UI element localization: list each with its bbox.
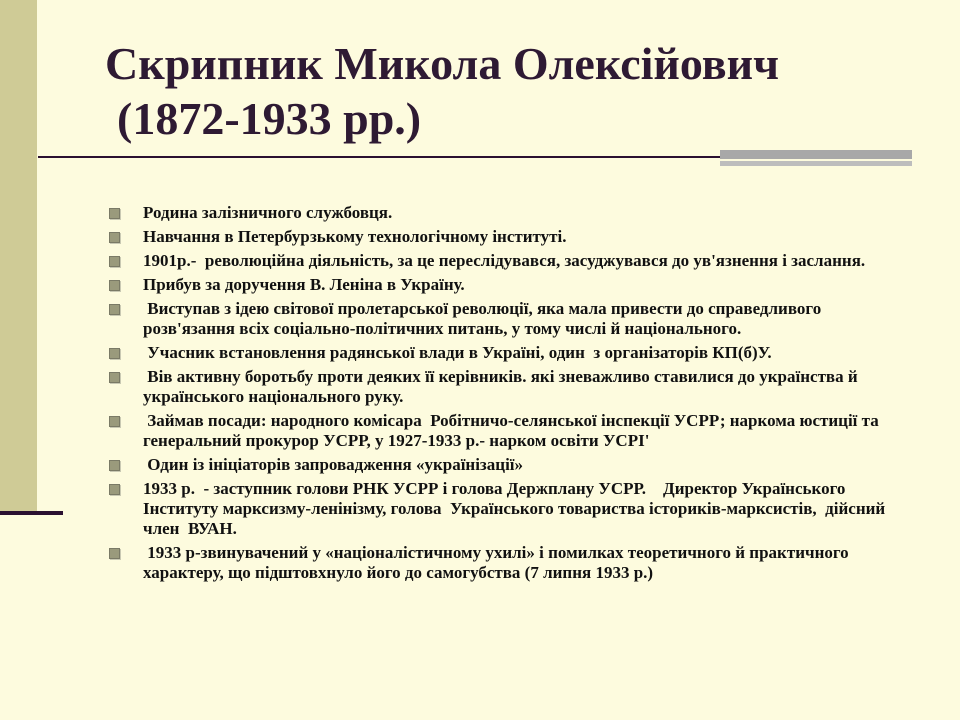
left-bar-bottom-edge	[0, 511, 63, 515]
list-item	[108, 543, 908, 583]
square-bullet-icon	[109, 416, 120, 427]
bullet-text: Родина залізничного службовця.	[143, 203, 393, 222]
square-bullet-icon	[109, 548, 120, 559]
square-bullet-icon	[109, 484, 120, 495]
list-item	[108, 479, 908, 539]
slide-title	[105, 36, 925, 146]
list-item	[108, 411, 908, 451]
square-bullet-icon	[109, 372, 120, 383]
square-bullet-icon	[109, 460, 120, 471]
title-years: (1872-1933 рр.)	[117, 93, 422, 144]
list-item	[108, 227, 908, 247]
list-item	[108, 343, 908, 363]
list-item	[108, 299, 908, 339]
list-item	[108, 203, 908, 223]
square-bullet-icon	[109, 208, 120, 219]
list-item	[108, 251, 908, 271]
square-bullet-icon	[109, 280, 120, 291]
bullet-text: Прибув за доручення В. Леніна в Україну.	[143, 275, 465, 294]
list-item	[108, 455, 908, 475]
left-accent-bar	[0, 0, 37, 515]
square-bullet-icon	[109, 232, 120, 243]
bullet-text: Вів активну боротьбу проти деяких її керівників. які зневажливо ставилися до українства й українського національного руку.	[143, 367, 862, 406]
list-item	[108, 275, 908, 295]
title-name: Скрипник Микола Олексійович	[105, 38, 780, 89]
bullet-text: 1933 р. - заступник голови РНК УСРР і голова Держплану УСРР. Директор Українського Інституту марксизму-ленінізму, голова Українського товариства істориків-марксистів, дійсний член ВУАН.	[143, 479, 890, 538]
square-bullet-icon	[109, 256, 120, 267]
bullet-text: Займав посади: народного комісара Робітничо-селянської інспекції УСРР; наркома юстиції та генеральний прокурор УСРР, у 1927-1933 р.- нарком освіти УСРІ'	[143, 411, 883, 450]
bullet-text: 1933 р-звинувачений у «націоналістичному ухилі» і помилках теоретичного й практичного характеру, що підштовхнуло його до самогубства (7 липня 1933 р.)	[143, 543, 853, 582]
square-bullet-icon	[109, 304, 120, 315]
bullet-text: Один із ініціаторів запровадження «українізації»	[143, 455, 524, 474]
bullet-list	[108, 203, 908, 587]
title-underline-accent-2	[720, 161, 912, 166]
bullet-text: Виступав з ідею світової пролетарської революції, яка мала привести до справедливого розв'язання всіх соціально-політичних питань, у тому числі й національного.	[143, 299, 826, 338]
bullet-text: 1901р.- революційна діяльність, за це переслідувався, засуджувався до ув'язнення і заслання.	[143, 251, 866, 270]
bullet-text: Навчання в Петербурзькому технологічному інституті.	[143, 227, 567, 246]
square-bullet-icon	[109, 348, 120, 359]
title-underline-accent	[720, 150, 912, 159]
bullet-text: Учасник встановлення радянської влади в Україні, один з організаторів КП(б)У.	[143, 343, 772, 362]
list-item	[108, 367, 908, 407]
